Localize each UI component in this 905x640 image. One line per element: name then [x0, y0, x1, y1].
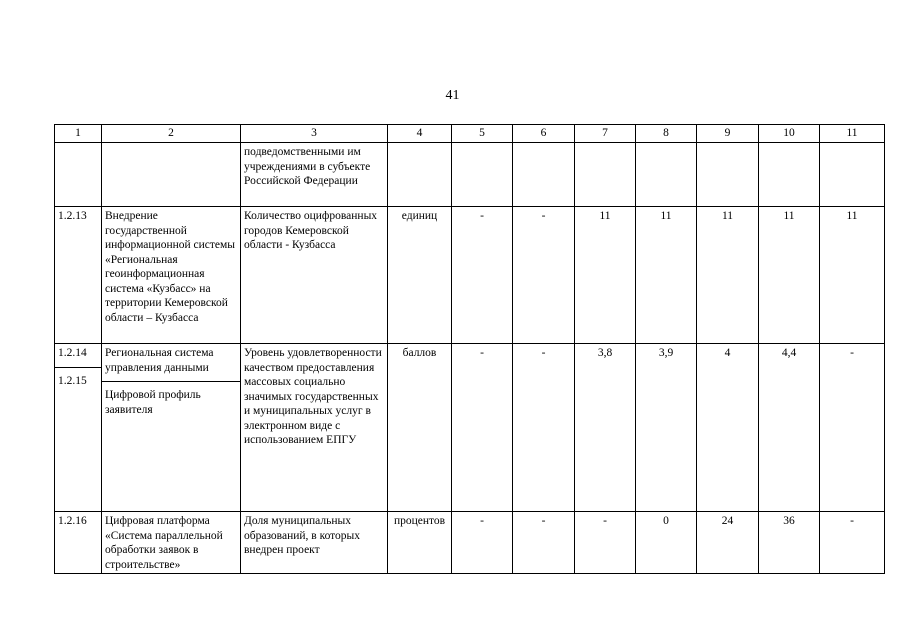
row-number-group [55, 344, 102, 512]
table-header-row [55, 125, 885, 143]
table-row [55, 512, 885, 574]
value-cell: - [513, 207, 575, 344]
value-cell [820, 143, 885, 207]
unit: единиц [388, 207, 452, 344]
value-cell: 3,8 [575, 344, 636, 512]
measure-name: Цифровой профиль заявителя [105, 389, 201, 416]
value-cell [697, 143, 759, 207]
row-number: 1.2.15 [58, 374, 87, 387]
value-cell [452, 143, 513, 207]
value-cell [636, 143, 697, 207]
value-cell: - [820, 344, 885, 512]
header-cell: 7 [575, 125, 636, 143]
table-row [55, 143, 885, 207]
indicator-name: Уровень удовлетворенности качеством предоставления массовых социально значимых государственных и муниципальных услуг в электронном виде с использованием ЕПГУ [241, 344, 388, 512]
value-cell: 11 [697, 207, 759, 344]
value-cell: 3,9 [636, 344, 697, 512]
value-cell [575, 143, 636, 207]
value-cell: 24 [697, 512, 759, 574]
measure-name-group [102, 344, 241, 512]
unit: процентов [388, 512, 452, 574]
header-cell: 10 [759, 125, 820, 143]
measure-name: Внедрение государственной информационной системы «Региональная геоинформационная система «Кузбасс» на территории Кемеровской области – Кузбасса [102, 207, 241, 344]
header-cell: 1 [55, 125, 102, 143]
value-cell: 11 [759, 207, 820, 344]
measure-name: Цифровая платформа «Система параллельной обработки заявок в строительстве» [102, 512, 241, 574]
row-number: 1.2.16 [55, 512, 102, 574]
indicator-name: подведомственными им учреждениями в субъекте Российской Федерации [241, 143, 388, 207]
indicator-name: Доля муниципальных образований, в которых внедрен проект [241, 512, 388, 574]
table-row [55, 207, 885, 344]
unit: баллов [388, 344, 452, 512]
page-number: 41 [445, 88, 460, 103]
measure-name [102, 143, 241, 207]
value-cell: 4 [697, 344, 759, 512]
value-cell: - [452, 207, 513, 344]
value-cell: 11 [636, 207, 697, 344]
indicator-table [54, 124, 885, 574]
row-number: 1.2.13 [55, 207, 102, 344]
measure-name: Региональная система управления данными [102, 346, 240, 382]
value-cell: - [820, 512, 885, 574]
header-cell: 3 [241, 125, 388, 143]
value-cell: - [452, 344, 513, 512]
value-cell: - [452, 512, 513, 574]
row-number: 1.2.14 [55, 346, 101, 368]
header-cell: 4 [388, 125, 452, 143]
value-cell: 0 [636, 512, 697, 574]
value-cell: - [575, 512, 636, 574]
value-cell [759, 143, 820, 207]
indicator-name: Количество оцифрованных городов Кемеровской области - Кузбасса [241, 207, 388, 344]
header-cell: 6 [513, 125, 575, 143]
header-cell: 2 [102, 125, 241, 143]
row-number [55, 143, 102, 207]
header-cell: 9 [697, 125, 759, 143]
value-cell: 11 [820, 207, 885, 344]
value-cell [513, 143, 575, 207]
unit [388, 143, 452, 207]
value-cell: 4,4 [759, 344, 820, 512]
value-cell: - [513, 344, 575, 512]
header-cell: 5 [452, 125, 513, 143]
value-cell: - [513, 512, 575, 574]
value-cell: 11 [575, 207, 636, 344]
table-row [55, 344, 885, 512]
value-cell: 36 [759, 512, 820, 574]
header-cell: 11 [820, 125, 885, 143]
header-cell: 8 [636, 125, 697, 143]
